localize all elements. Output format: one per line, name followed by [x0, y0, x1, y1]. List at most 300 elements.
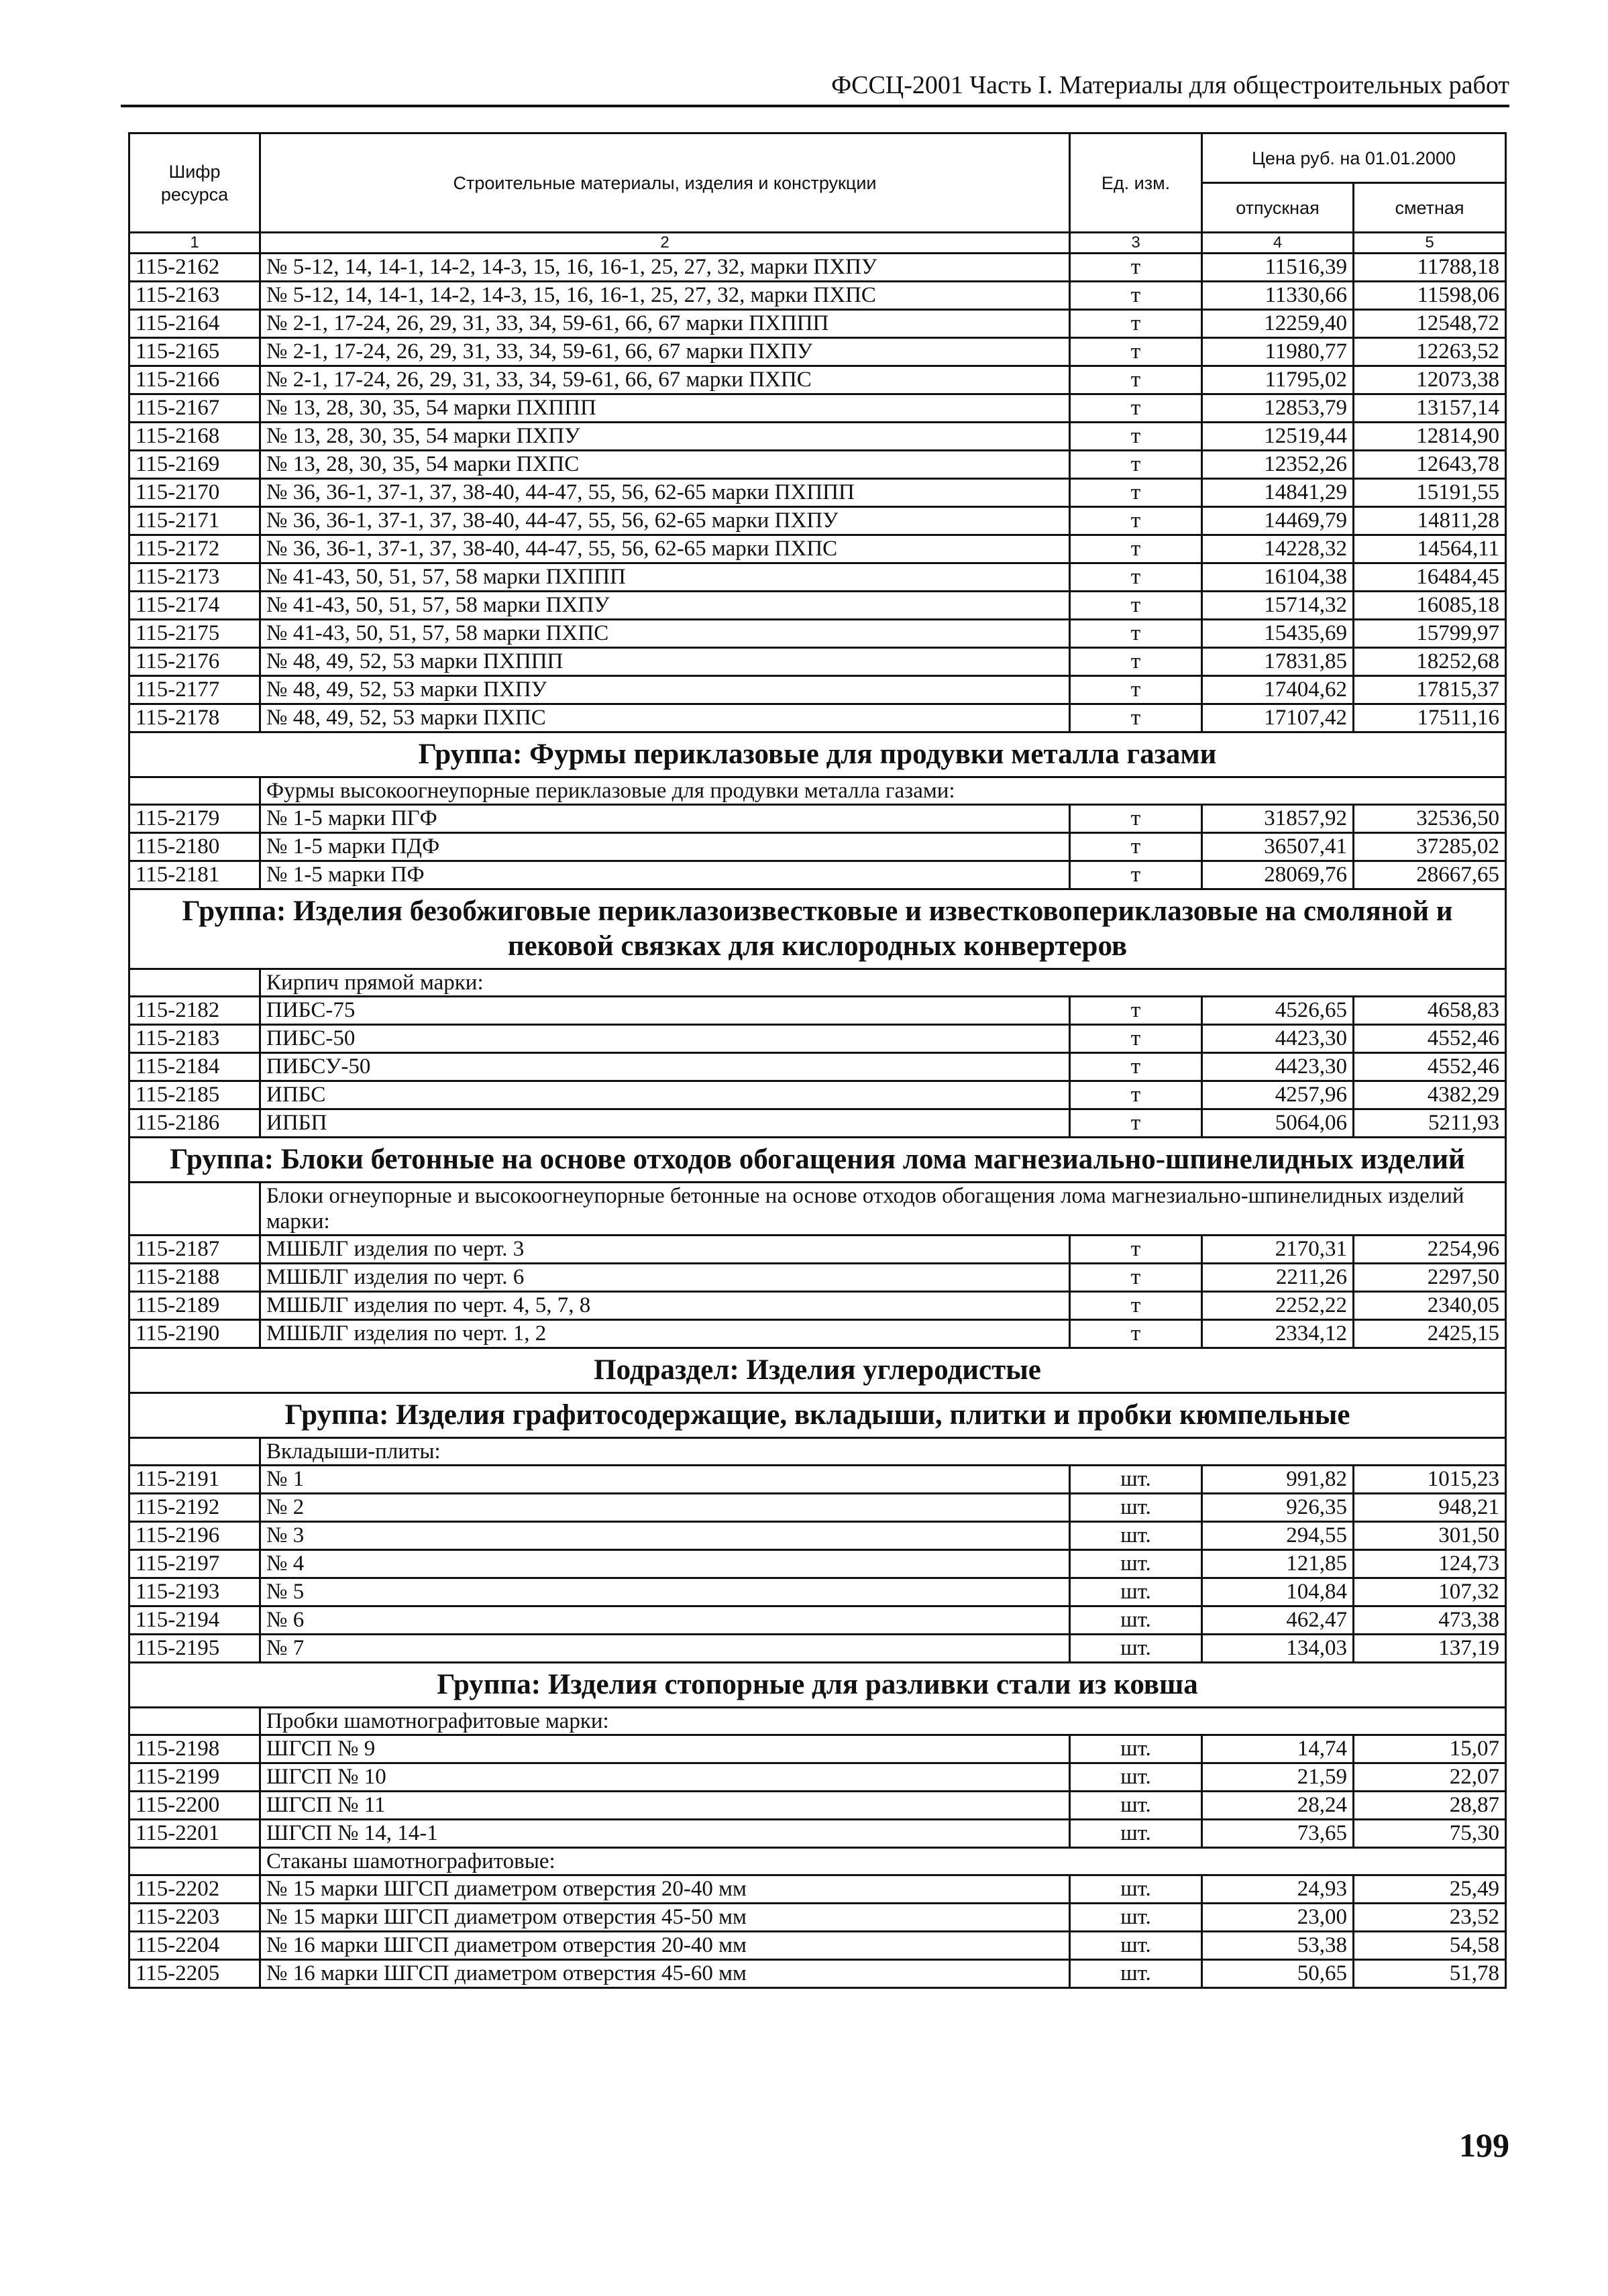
resource-code: 115-2170	[129, 479, 260, 507]
resource-code: 115-2164	[129, 310, 260, 338]
resource-code: 115-2186	[129, 1109, 260, 1138]
wholesale-price: 15435,69	[1202, 620, 1354, 648]
table-row	[129, 592, 1506, 620]
wholesale-price: 12853,79	[1202, 394, 1354, 423]
group-heading-title: Группа: Блоки бетонные на основе отходов обогащения лома магнезиально-шпинелидных изделий	[129, 1138, 1506, 1183]
material-name: № 2	[260, 1494, 1070, 1522]
unit-of-measure: т	[1070, 254, 1202, 282]
resource-code: 115-2185	[129, 1081, 260, 1109]
wholesale-price: 2170,31	[1202, 1236, 1354, 1264]
wholesale-price: 17831,85	[1202, 648, 1354, 676]
material-name: № 36, 36-1, 37-1, 37, 38-40, 44-47, 55, 56, 62-65 марки ПХППП	[260, 479, 1070, 507]
resource-code: 115-2203	[129, 1904, 260, 1932]
resource-code: 115-2188	[129, 1264, 260, 1292]
estimate-price: 17511,16	[1354, 704, 1506, 732]
table-row	[129, 1109, 1506, 1138]
material-name: № 48, 49, 52, 53 марки ПХППП	[260, 648, 1070, 676]
wholesale-price: 24,93	[1202, 1875, 1354, 1904]
unit-of-measure: шт.	[1070, 1932, 1202, 1960]
unit-of-measure: т	[1070, 1292, 1202, 1320]
resource-code: 115-2162	[129, 254, 260, 282]
material-name: ШГСП № 11	[260, 1792, 1070, 1820]
subgroup-intro: Пробки шамотнографитовые марки:	[260, 1708, 1506, 1735]
unit-of-measure: т	[1070, 1109, 1202, 1138]
unit-of-measure: т	[1070, 535, 1202, 563]
table-row	[129, 423, 1506, 451]
unit-of-measure: т	[1070, 648, 1202, 676]
table-row	[129, 1264, 1506, 1292]
unit-of-measure: шт.	[1070, 1735, 1202, 1763]
wholesale-price: 926,35	[1202, 1494, 1354, 1522]
material-name: № 48, 49, 52, 53 марки ПХПС	[260, 704, 1070, 732]
table-row	[129, 1292, 1506, 1320]
estimate-price: 13157,14	[1354, 394, 1506, 423]
table-row	[129, 704, 1506, 732]
material-name: № 5	[260, 1578, 1070, 1606]
table-row	[129, 1466, 1506, 1494]
estimate-price: 28,87	[1354, 1792, 1506, 1820]
material-name: ПИБС-75	[260, 997, 1070, 1025]
material-name: № 13, 28, 30, 35, 54 марки ПХПС	[260, 451, 1070, 479]
resource-code: 115-2195	[129, 1635, 260, 1663]
wholesale-price: 991,82	[1202, 1466, 1354, 1494]
wholesale-price: 17404,62	[1202, 676, 1354, 704]
unit-of-measure: т	[1070, 366, 1202, 394]
resource-code: 115-2172	[129, 535, 260, 563]
estimate-price: 54,58	[1354, 1932, 1506, 1960]
estimate-price: 12814,90	[1354, 423, 1506, 451]
estimate-price: 2254,96	[1354, 1236, 1506, 1264]
resource-code: 115-2177	[129, 676, 260, 704]
resource-code: 115-2180	[129, 833, 260, 861]
table-row	[129, 648, 1506, 676]
resource-code: 115-2175	[129, 620, 260, 648]
subgroup-intro: Кирпич прямой марки:	[260, 969, 1506, 997]
estimate-price: 25,49	[1354, 1875, 1506, 1904]
material-name: ПИБСУ-50	[260, 1053, 1070, 1081]
resource-code: 115-2196	[129, 1522, 260, 1550]
estimate-price: 4552,46	[1354, 1053, 1506, 1081]
resource-code: 115-2166	[129, 366, 260, 394]
wholesale-price: 294,55	[1202, 1522, 1354, 1550]
estimate-price: 4382,29	[1354, 1081, 1506, 1109]
table-row	[129, 1792, 1506, 1820]
estimate-price: 2340,05	[1354, 1292, 1506, 1320]
table-row	[129, 1522, 1506, 1550]
resource-code: 115-2184	[129, 1053, 260, 1081]
unit-of-measure: т	[1070, 676, 1202, 704]
estimate-price: 12548,72	[1354, 310, 1506, 338]
table-row	[129, 394, 1506, 423]
material-name: № 5-12, 14, 14-1, 14-2, 14-3, 15, 16, 16-1, 25, 27, 32, марки ПХПУ	[260, 254, 1070, 282]
wholesale-price: 23,00	[1202, 1904, 1354, 1932]
resource-code: 115-2173	[129, 563, 260, 592]
page-number: 199	[1459, 2126, 1509, 2164]
unit-of-measure: шт.	[1070, 1578, 1202, 1606]
subsection-heading-title: Подраздел: Изделия углеродистые	[129, 1348, 1506, 1393]
unit-of-measure: т	[1070, 997, 1202, 1025]
column-number: 2	[260, 233, 1070, 254]
header-estimate: сметная	[1354, 183, 1506, 233]
material-name: ИПБС	[260, 1081, 1070, 1109]
table-row	[129, 1635, 1506, 1663]
wholesale-price: 2334,12	[1202, 1320, 1354, 1348]
group-heading	[129, 732, 1506, 777]
estimate-price: 473,38	[1354, 1606, 1506, 1635]
wholesale-price: 2252,22	[1202, 1292, 1354, 1320]
estimate-price: 51,78	[1354, 1960, 1506, 1988]
unit-of-measure: т	[1070, 1081, 1202, 1109]
estimate-price: 15799,97	[1354, 620, 1506, 648]
resource-code: 115-2194	[129, 1606, 260, 1635]
empty-code-cell	[129, 1848, 260, 1875]
wholesale-price: 462,47	[1202, 1606, 1354, 1635]
unit-of-measure: т	[1070, 861, 1202, 889]
material-name: № 13, 28, 30, 35, 54 марки ПХППП	[260, 394, 1070, 423]
table-row	[129, 1578, 1506, 1606]
resource-code: 115-2168	[129, 423, 260, 451]
estimate-price: 2297,50	[1354, 1264, 1506, 1292]
wholesale-price: 50,65	[1202, 1960, 1354, 1988]
unit-of-measure: шт.	[1070, 1875, 1202, 1904]
table-row	[129, 479, 1506, 507]
unit-of-measure: т	[1070, 833, 1202, 861]
table-row	[129, 1932, 1506, 1960]
table-row	[129, 254, 1506, 282]
empty-code-cell	[129, 1183, 260, 1236]
unit-of-measure: шт.	[1070, 1960, 1202, 1988]
unit-of-measure: т	[1070, 507, 1202, 535]
empty-code-cell	[129, 1438, 260, 1466]
table-row	[129, 282, 1506, 310]
subsection-heading	[129, 1348, 1506, 1393]
resource-code: 115-2178	[129, 704, 260, 732]
group-heading-title: Группа: Фурмы периклазовые для продувки металла газами	[129, 732, 1506, 777]
wholesale-price: 14228,32	[1202, 535, 1354, 563]
unit-of-measure: шт.	[1070, 1466, 1202, 1494]
subgroup-intro: Вкладыши-плиты:	[260, 1438, 1506, 1466]
material-name: МШБЛГ изделия по черт. 1, 2	[260, 1320, 1070, 1348]
estimate-price: 11598,06	[1354, 282, 1506, 310]
material-name: № 16 марки ШГСП диаметром отверстия 45-60 мм	[260, 1960, 1070, 1988]
wholesale-price: 11980,77	[1202, 338, 1354, 366]
unit-of-measure: шт.	[1070, 1763, 1202, 1792]
table-row	[129, 1494, 1506, 1522]
material-name: № 36, 36-1, 37-1, 37, 38-40, 44-47, 55, 56, 62-65 марки ПХПС	[260, 535, 1070, 563]
group-heading-title: Группа: Изделия стопорные для разливки стали из ковша	[129, 1663, 1506, 1708]
estimate-price: 12073,38	[1354, 366, 1506, 394]
material-name: МШБЛГ изделия по черт. 3	[260, 1236, 1070, 1264]
table-row	[129, 535, 1506, 563]
empty-code-cell	[129, 969, 260, 997]
unit-of-measure: т	[1070, 805, 1202, 833]
subgroup-intro: Фурмы высокоогнеупорные периклазовые для продувки металла газами:	[260, 777, 1506, 805]
estimate-price: 948,21	[1354, 1494, 1506, 1522]
material-name: МШБЛГ изделия по черт. 4, 5, 7, 8	[260, 1292, 1070, 1320]
header-price: Цена руб. на 01.01.2000	[1202, 133, 1506, 183]
unit-of-measure: т	[1070, 282, 1202, 310]
unit-of-measure: т	[1070, 1025, 1202, 1053]
wholesale-price: 12352,26	[1202, 451, 1354, 479]
estimate-price: 17815,37	[1354, 676, 1506, 704]
resource-code: 115-2198	[129, 1735, 260, 1763]
unit-of-measure: т	[1070, 310, 1202, 338]
resource-code: 115-2192	[129, 1494, 260, 1522]
column-number: 3	[1070, 233, 1202, 254]
header-wholesale: отпускная	[1202, 183, 1354, 233]
wholesale-price: 2211,26	[1202, 1264, 1354, 1292]
resource-code: 115-2171	[129, 507, 260, 535]
material-name: № 5-12, 14, 14-1, 14-2, 14-3, 15, 16, 16-1, 25, 27, 32, марки ПХПС	[260, 282, 1070, 310]
material-name: ШГСП № 10	[260, 1763, 1070, 1792]
material-name: № 2-1, 17-24, 26, 29, 31, 33, 34, 59-61, 66, 67 марки ПХПУ	[260, 338, 1070, 366]
unit-of-measure: т	[1070, 592, 1202, 620]
estimate-price: 11788,18	[1354, 254, 1506, 282]
group-heading	[129, 1138, 1506, 1183]
wholesale-price: 4526,65	[1202, 997, 1354, 1025]
material-name: № 1	[260, 1466, 1070, 1494]
material-name: № 6	[260, 1606, 1070, 1635]
unit-of-measure: шт.	[1070, 1550, 1202, 1578]
resource-code: 115-2183	[129, 1025, 260, 1053]
group-heading-title: Группа: Изделия графитосодержащие, вкладыши, плитки и пробки кюмпельные	[129, 1393, 1506, 1438]
unit-of-measure: шт.	[1070, 1606, 1202, 1635]
material-name: № 2-1, 17-24, 26, 29, 31, 33, 34, 59-61, 66, 67 марки ПХПС	[260, 366, 1070, 394]
resource-code: 115-2179	[129, 805, 260, 833]
material-name: № 2-1, 17-24, 26, 29, 31, 33, 34, 59-61, 66, 67 марки ПХППП	[260, 310, 1070, 338]
resource-code: 115-2193	[129, 1578, 260, 1606]
resource-code: 115-2190	[129, 1320, 260, 1348]
estimate-price: 2425,15	[1354, 1320, 1506, 1348]
header-unit: Ед. изм.	[1070, 133, 1202, 233]
estimate-price: 107,32	[1354, 1578, 1506, 1606]
material-name: № 41-43, 50, 51, 57, 58 марки ПХППП	[260, 563, 1070, 592]
table-row	[129, 805, 1506, 833]
table-row	[129, 833, 1506, 861]
estimate-price: 14564,11	[1354, 535, 1506, 563]
estimate-price: 23,52	[1354, 1904, 1506, 1932]
estimate-price: 18252,68	[1354, 648, 1506, 676]
table-row	[129, 1236, 1506, 1264]
group-heading	[129, 889, 1506, 969]
price-table	[128, 132, 1507, 1989]
wholesale-price: 53,38	[1202, 1932, 1354, 1960]
wholesale-price: 31857,92	[1202, 805, 1354, 833]
material-name: № 36, 36-1, 37-1, 37, 38-40, 44-47, 55, 56, 62-65 марки ПХПУ	[260, 507, 1070, 535]
subgroup-intro-row	[129, 1183, 1506, 1236]
table-row	[129, 310, 1506, 338]
wholesale-price: 4257,96	[1202, 1081, 1354, 1109]
subgroup-intro-row	[129, 1708, 1506, 1735]
wholesale-price: 5064,06	[1202, 1109, 1354, 1138]
material-name: № 41-43, 50, 51, 57, 58 марки ПХПС	[260, 620, 1070, 648]
group-heading-title: Группа: Изделия безобжиговые периклазоизвестковые и известковопериклазовые на смоляной и пековой связках для кислородных конвертеров	[129, 889, 1506, 969]
running-title: ФССЦ-2001 Часть I. Материалы для общестроительных работ	[831, 71, 1509, 99]
wholesale-price: 11330,66	[1202, 282, 1354, 310]
resource-code: 115-2187	[129, 1236, 260, 1264]
estimate-price: 124,73	[1354, 1550, 1506, 1578]
unit-of-measure: т	[1070, 704, 1202, 732]
unit-of-measure: шт.	[1070, 1820, 1202, 1848]
header-name: Строительные материалы, изделия и конструкции	[260, 133, 1070, 233]
wholesale-price: 12259,40	[1202, 310, 1354, 338]
resource-code: 115-2169	[129, 451, 260, 479]
resource-code: 115-2163	[129, 282, 260, 310]
resource-code: 115-2204	[129, 1932, 260, 1960]
estimate-price: 137,19	[1354, 1635, 1506, 1663]
resource-code: 115-2189	[129, 1292, 260, 1320]
unit-of-measure: т	[1070, 620, 1202, 648]
empty-code-cell	[129, 1708, 260, 1735]
resource-code: 115-2174	[129, 592, 260, 620]
unit-of-measure: т	[1070, 479, 1202, 507]
material-name: № 41-43, 50, 51, 57, 58 марки ПХПУ	[260, 592, 1070, 620]
subgroup-intro-row	[129, 969, 1506, 997]
wholesale-price: 21,59	[1202, 1763, 1354, 1792]
estimate-price: 14811,28	[1354, 507, 1506, 535]
resource-code: 115-2181	[129, 861, 260, 889]
unit-of-measure: шт.	[1070, 1635, 1202, 1663]
wholesale-price: 14469,79	[1202, 507, 1354, 535]
table-header-row	[129, 133, 1506, 183]
material-name: № 1-5 марки ПДФ	[260, 833, 1070, 861]
estimate-price: 12263,52	[1354, 338, 1506, 366]
column-number: 1	[129, 233, 260, 254]
resource-code: 115-2202	[129, 1875, 260, 1904]
table-row	[129, 861, 1506, 889]
wholesale-price: 14841,29	[1202, 479, 1354, 507]
subgroup-intro: Стаканы шамотнографитовые:	[260, 1848, 1506, 1875]
table-row	[129, 366, 1506, 394]
table-row	[129, 1875, 1506, 1904]
unit-of-measure: т	[1070, 563, 1202, 592]
estimate-price: 5211,93	[1354, 1109, 1506, 1138]
estimate-price: 75,30	[1354, 1820, 1506, 1848]
group-heading	[129, 1663, 1506, 1708]
table-row	[129, 1904, 1506, 1932]
material-name: № 4	[260, 1550, 1070, 1578]
estimate-price: 15191,55	[1354, 479, 1506, 507]
table-row	[129, 1960, 1506, 1988]
column-number: 4	[1202, 233, 1354, 254]
unit-of-measure: шт.	[1070, 1792, 1202, 1820]
column-number: 5	[1354, 233, 1506, 254]
wholesale-price: 134,03	[1202, 1635, 1354, 1663]
material-name: № 1-5 марки ПГФ	[260, 805, 1070, 833]
unit-of-measure: т	[1070, 1264, 1202, 1292]
column-number-row	[129, 233, 1506, 254]
material-name: ШГСП № 14, 14-1	[260, 1820, 1070, 1848]
estimate-price: 28667,65	[1354, 861, 1506, 889]
resource-code: 115-2167	[129, 394, 260, 423]
header-code: Шифр ресурса	[129, 133, 260, 233]
resource-code: 115-2182	[129, 997, 260, 1025]
subgroup-intro-row	[129, 1438, 1506, 1466]
resource-code: 115-2200	[129, 1792, 260, 1820]
estimate-price: 22,07	[1354, 1763, 1506, 1792]
group-heading	[129, 1393, 1506, 1438]
table-row	[129, 1081, 1506, 1109]
material-name: ИПБП	[260, 1109, 1070, 1138]
resource-code: 115-2197	[129, 1550, 260, 1578]
material-name: № 15 марки ШГСП диаметром отверстия 20-40 мм	[260, 1875, 1070, 1904]
table-row	[129, 1053, 1506, 1081]
resource-code: 115-2165	[129, 338, 260, 366]
wholesale-price: 121,85	[1202, 1550, 1354, 1578]
table-row	[129, 507, 1506, 535]
material-name: № 13, 28, 30, 35, 54 марки ПХПУ	[260, 423, 1070, 451]
estimate-price: 37285,02	[1354, 833, 1506, 861]
material-name: МШБЛГ изделия по черт. 6	[260, 1264, 1070, 1292]
wholesale-price: 12519,44	[1202, 423, 1354, 451]
header-rule	[121, 105, 1509, 107]
estimate-price: 4552,46	[1354, 1025, 1506, 1053]
subgroup-intro-row	[129, 1848, 1506, 1875]
table-row	[129, 620, 1506, 648]
wholesale-price: 17107,42	[1202, 704, 1354, 732]
material-name: № 16 марки ШГСП диаметром отверстия 20-40 мм	[260, 1932, 1070, 1960]
subgroup-intro: Блоки огнеупорные и высокоогнеупорные бетонные на основе отходов обогащения лома магнезиально-шпинелидных изделий марки:	[260, 1183, 1506, 1236]
table-row	[129, 1606, 1506, 1635]
table-row	[129, 1820, 1506, 1848]
unit-of-measure: т	[1070, 1236, 1202, 1264]
table-row	[129, 1735, 1506, 1763]
unit-of-measure: т	[1070, 338, 1202, 366]
unit-of-measure: шт.	[1070, 1522, 1202, 1550]
material-name: № 7	[260, 1635, 1070, 1663]
table-row	[129, 338, 1506, 366]
unit-of-measure: шт.	[1070, 1904, 1202, 1932]
table-row	[129, 997, 1506, 1025]
wholesale-price: 28069,76	[1202, 861, 1354, 889]
resource-code: 115-2199	[129, 1763, 260, 1792]
wholesale-price: 11516,39	[1202, 254, 1354, 282]
resource-code: 115-2191	[129, 1466, 260, 1494]
resource-code: 115-2205	[129, 1960, 260, 1988]
unit-of-measure: т	[1070, 1320, 1202, 1348]
estimate-price: 301,50	[1354, 1522, 1506, 1550]
material-name: № 48, 49, 52, 53 марки ПХПУ	[260, 676, 1070, 704]
wholesale-price: 11795,02	[1202, 366, 1354, 394]
estimate-price: 4658,83	[1354, 997, 1506, 1025]
unit-of-measure: т	[1070, 451, 1202, 479]
wholesale-price: 73,65	[1202, 1820, 1354, 1848]
estimate-price: 12643,78	[1354, 451, 1506, 479]
resource-code: 115-2176	[129, 648, 260, 676]
unit-of-measure: шт.	[1070, 1494, 1202, 1522]
material-name: № 1-5 марки ПФ	[260, 861, 1070, 889]
table-row	[129, 676, 1506, 704]
estimate-price: 16085,18	[1354, 592, 1506, 620]
wholesale-price: 16104,38	[1202, 563, 1354, 592]
estimate-price: 16484,45	[1354, 563, 1506, 592]
material-name: ШГСП № 9	[260, 1735, 1070, 1763]
resource-code: 115-2201	[129, 1820, 260, 1848]
wholesale-price: 14,74	[1202, 1735, 1354, 1763]
table-row	[129, 1320, 1506, 1348]
empty-code-cell	[129, 777, 260, 805]
unit-of-measure: т	[1070, 1053, 1202, 1081]
table-row	[129, 1025, 1506, 1053]
table-row	[129, 451, 1506, 479]
estimate-price: 1015,23	[1354, 1466, 1506, 1494]
estimate-price: 15,07	[1354, 1735, 1506, 1763]
unit-of-measure: т	[1070, 423, 1202, 451]
wholesale-price: 15714,32	[1202, 592, 1354, 620]
table-row	[129, 1763, 1506, 1792]
material-name: № 15 марки ШГСП диаметром отверстия 45-50 мм	[260, 1904, 1070, 1932]
table-row	[129, 563, 1506, 592]
